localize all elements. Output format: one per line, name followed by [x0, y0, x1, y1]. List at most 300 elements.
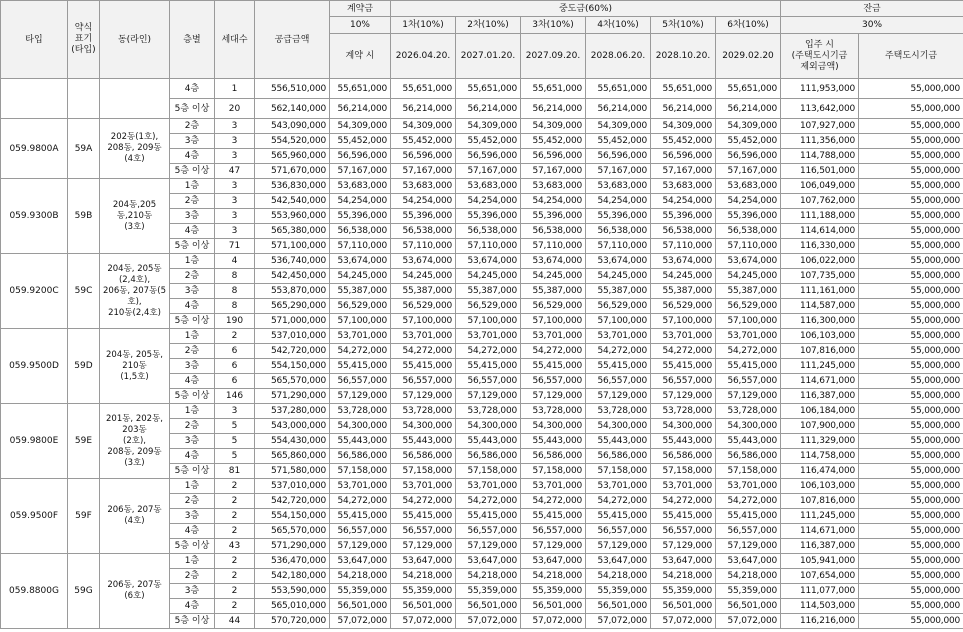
header-contract: 계약금 [330, 1, 391, 17]
floor-cell: 2층 [170, 119, 215, 134]
installment-cell: 56,557,000 [391, 524, 456, 539]
floor-cell: 4층 [170, 599, 215, 614]
installment-cell: 57,167,000 [391, 164, 456, 179]
contract-cell: 54,218,000 [330, 569, 391, 584]
header-fund: 주택도시기금 [859, 34, 963, 79]
header-abbr: 약식 표기 (타입) [68, 1, 100, 79]
floor-cell: 1층 [170, 554, 215, 569]
installment-cell: 56,214,000 [586, 99, 651, 119]
fund-cell: 55,000,000 [859, 539, 963, 554]
installment-cell: 53,728,000 [391, 404, 456, 419]
table-row [1, 404, 963, 419]
move-in-cell: 106,184,000 [781, 404, 859, 419]
installment-cell: 55,387,000 [651, 284, 716, 299]
floor-cell: 1층 [170, 479, 215, 494]
type-cell: 059.9800A [1, 119, 68, 179]
header-units: 세대수 [215, 1, 255, 79]
installment-cell: 53,728,000 [716, 404, 781, 419]
installment-cell: 55,387,000 [391, 284, 456, 299]
supply-cell: 542,720,000 [255, 344, 330, 359]
installment-cell: 54,272,000 [521, 494, 586, 509]
installment-cell: 54,272,000 [456, 494, 521, 509]
move-in-cell: 114,614,000 [781, 224, 859, 239]
floor-cell: 4층 [170, 524, 215, 539]
contract-cell: 56,557,000 [330, 374, 391, 389]
fund-cell: 55,000,000 [859, 119, 963, 134]
move-in-cell: 114,587,000 [781, 299, 859, 314]
move-in-cell: 116,387,000 [781, 539, 859, 554]
units-cell: 47 [215, 164, 255, 179]
installment-cell: 56,596,000 [456, 149, 521, 164]
installment-cell: 56,596,000 [716, 149, 781, 164]
installment-cell: 55,359,000 [521, 584, 586, 599]
contract-cell: 53,674,000 [330, 254, 391, 269]
supply-cell: 536,740,000 [255, 254, 330, 269]
installment-cell: 56,501,000 [716, 599, 781, 614]
installment-cell: 55,396,000 [651, 209, 716, 224]
installment-cell: 55,359,000 [716, 584, 781, 599]
installment-cell: 57,167,000 [651, 164, 716, 179]
fund-cell: 55,000,000 [859, 149, 963, 164]
fund-cell: 55,000,000 [859, 314, 963, 329]
installment-cell: 53,683,000 [521, 179, 586, 194]
installment-cell: 55,415,000 [651, 509, 716, 524]
installment-cell: 53,674,000 [391, 254, 456, 269]
dong-cell: 202동(1호), 208동, 209동 (4호) [100, 119, 170, 179]
floor-cell: 5층 이상 [170, 314, 215, 329]
installment-cell: 56,538,000 [651, 224, 716, 239]
installment-cell: 54,245,000 [586, 269, 651, 284]
contract-cell: 57,100,000 [330, 314, 391, 329]
supply-cell: 554,520,000 [255, 134, 330, 149]
contract-cell: 56,214,000 [330, 99, 391, 119]
installment-cell: 56,501,000 [586, 599, 651, 614]
installment-cell: 56,586,000 [651, 449, 716, 464]
units-cell: 8 [215, 269, 255, 284]
units-cell: 146 [215, 389, 255, 404]
installment-cell: 56,538,000 [586, 224, 651, 239]
fund-cell: 55,000,000 [859, 569, 963, 584]
header-row-1 [1, 1, 963, 17]
installment-cell: 53,701,000 [521, 479, 586, 494]
installment-cell: 53,683,000 [391, 179, 456, 194]
installment-cell: 56,596,000 [651, 149, 716, 164]
supply-cell: 542,450,000 [255, 269, 330, 284]
floor-cell: 5층 이상 [170, 239, 215, 254]
units-cell: 8 [215, 299, 255, 314]
installment-cell: 57,129,000 [651, 539, 716, 554]
installment-cell: 55,359,000 [651, 584, 716, 599]
units-cell: 2 [215, 329, 255, 344]
dong-cell: 206동, 207동 (4호) [100, 479, 170, 554]
installment-cell: 57,110,000 [586, 239, 651, 254]
supply-cell: 543,000,000 [255, 419, 330, 434]
installment-cell: 53,647,000 [651, 554, 716, 569]
installment-cell: 55,387,000 [521, 284, 586, 299]
installment-cell: 56,557,000 [716, 374, 781, 389]
units-cell: 2 [215, 524, 255, 539]
move-in-cell: 106,103,000 [781, 329, 859, 344]
units-cell: 5 [215, 434, 255, 449]
installment-cell: 57,167,000 [456, 164, 521, 179]
fund-cell: 55,000,000 [859, 479, 963, 494]
installment-cell: 54,309,000 [521, 119, 586, 134]
supply-cell: 543,090,000 [255, 119, 330, 134]
installment-cell: 54,272,000 [716, 494, 781, 509]
move-in-cell: 111,245,000 [781, 359, 859, 374]
move-in-cell: 106,022,000 [781, 254, 859, 269]
type-cell: 059.9800E [1, 404, 68, 479]
installment-cell: 53,683,000 [586, 179, 651, 194]
move-in-cell: 107,816,000 [781, 494, 859, 509]
fund-cell: 55,000,000 [859, 329, 963, 344]
installment-cell: 56,538,000 [521, 224, 586, 239]
installment-cell: 57,110,000 [391, 239, 456, 254]
fund-cell: 55,000,000 [859, 344, 963, 359]
contract-cell: 54,254,000 [330, 194, 391, 209]
fund-cell: 55,000,000 [859, 209, 963, 224]
abbr-cell: 59E [68, 404, 100, 479]
installment-cell: 56,557,000 [521, 374, 586, 389]
installment-cell: 57,072,000 [521, 614, 586, 629]
installment-cell: 54,245,000 [716, 269, 781, 284]
installment-cell: 54,245,000 [456, 269, 521, 284]
contract-cell: 55,415,000 [330, 359, 391, 374]
installment-cell: 55,452,000 [716, 134, 781, 149]
installment-cell: 56,586,000 [456, 449, 521, 464]
supply-cell: 556,510,000 [255, 79, 330, 99]
installment-cell: 55,387,000 [586, 284, 651, 299]
type-cell: 059.9500D [1, 329, 68, 404]
installment-cell: 57,167,000 [586, 164, 651, 179]
installment-cell: 55,415,000 [716, 509, 781, 524]
move-in-cell: 111,953,000 [781, 79, 859, 99]
installment-cell: 56,557,000 [456, 524, 521, 539]
contract-cell: 56,557,000 [330, 524, 391, 539]
header-inst-label: 1차(10%) [391, 17, 456, 34]
floor-cell: 2층 [170, 494, 215, 509]
supply-cell: 571,290,000 [255, 539, 330, 554]
installment-cell: 53,728,000 [651, 404, 716, 419]
installment-cell: 57,072,000 [651, 614, 716, 629]
installment-cell: 53,701,000 [456, 479, 521, 494]
installment-cell: 55,415,000 [456, 359, 521, 374]
contract-cell: 57,167,000 [330, 164, 391, 179]
installment-cell: 53,647,000 [521, 554, 586, 569]
installment-cell: 54,218,000 [716, 569, 781, 584]
installment-cell: 57,100,000 [586, 314, 651, 329]
installment-cell: 55,415,000 [716, 359, 781, 374]
installment-cell: 57,100,000 [521, 314, 586, 329]
contract-cell: 56,529,000 [330, 299, 391, 314]
installment-cell: 54,309,000 [716, 119, 781, 134]
installment-cell: 55,387,000 [716, 284, 781, 299]
installment-cell: 55,452,000 [456, 134, 521, 149]
floor-cell: 1층 [170, 179, 215, 194]
installment-cell: 56,586,000 [716, 449, 781, 464]
installment-cell: 55,415,000 [521, 509, 586, 524]
header-inst-label: 6차(10%) [716, 17, 781, 34]
installment-cell: 55,452,000 [391, 134, 456, 149]
header-inst-date: 2026.04.20. [391, 34, 456, 79]
installment-cell: 53,701,000 [651, 329, 716, 344]
supply-cell: 571,000,000 [255, 314, 330, 329]
dong-cell [100, 79, 170, 119]
installment-cell: 53,728,000 [586, 404, 651, 419]
dong-cell: 201동, 202동, 203동 (2호), 208동, 209동 (3호) [100, 404, 170, 479]
units-cell: 20 [215, 99, 255, 119]
installment-cell: 53,728,000 [456, 404, 521, 419]
fund-cell: 55,000,000 [859, 599, 963, 614]
installment-cell: 56,529,000 [586, 299, 651, 314]
installment-cell: 56,586,000 [521, 449, 586, 464]
contract-cell: 55,443,000 [330, 434, 391, 449]
installment-cell: 53,701,000 [521, 329, 586, 344]
installment-cell: 56,529,000 [456, 299, 521, 314]
units-cell: 190 [215, 314, 255, 329]
floor-cell: 4층 [170, 449, 215, 464]
units-cell: 2 [215, 509, 255, 524]
table-row [1, 254, 963, 269]
installment-cell: 53,701,000 [456, 329, 521, 344]
fund-cell: 55,000,000 [859, 224, 963, 239]
units-cell: 6 [215, 359, 255, 374]
fund-cell: 55,000,000 [859, 164, 963, 179]
dong-cell: 204동, 205동(2,4호), 206동, 207동(5호), 210동(2,4호) [100, 254, 170, 329]
installment-cell: 57,100,000 [456, 314, 521, 329]
installment-cell: 55,443,000 [456, 434, 521, 449]
move-in-cell: 107,816,000 [781, 344, 859, 359]
floor-cell: 4층 [170, 149, 215, 164]
installment-cell: 55,651,000 [716, 79, 781, 99]
floor-cell: 3층 [170, 359, 215, 374]
installment-cell: 55,651,000 [586, 79, 651, 99]
move-in-cell: 116,216,000 [781, 614, 859, 629]
installment-cell: 57,129,000 [586, 539, 651, 554]
installment-cell: 54,245,000 [651, 269, 716, 284]
installment-cell: 54,300,000 [456, 419, 521, 434]
supply-cell: 565,860,000 [255, 449, 330, 464]
move-in-cell: 114,503,000 [781, 599, 859, 614]
installment-cell: 55,443,000 [716, 434, 781, 449]
move-in-cell: 116,387,000 [781, 389, 859, 404]
installment-cell: 55,415,000 [391, 509, 456, 524]
supply-cell: 542,540,000 [255, 194, 330, 209]
floor-cell: 1층 [170, 404, 215, 419]
installment-cell: 54,245,000 [521, 269, 586, 284]
fund-cell: 55,000,000 [859, 79, 963, 99]
installment-cell: 57,129,000 [521, 389, 586, 404]
units-cell: 2 [215, 494, 255, 509]
installment-cell: 57,072,000 [586, 614, 651, 629]
installment-cell: 55,415,000 [586, 509, 651, 524]
floor-cell: 3층 [170, 134, 215, 149]
fund-cell: 55,000,000 [859, 614, 963, 629]
installment-cell: 54,254,000 [521, 194, 586, 209]
contract-cell: 56,596,000 [330, 149, 391, 164]
supply-cell: 537,280,000 [255, 404, 330, 419]
floor-cell: 1층 [170, 254, 215, 269]
fund-cell: 55,000,000 [859, 359, 963, 374]
installment-cell: 56,557,000 [586, 524, 651, 539]
floor-cell: 4층 [170, 299, 215, 314]
installment-cell: 53,683,000 [456, 179, 521, 194]
units-cell: 2 [215, 599, 255, 614]
move-in-cell: 107,654,000 [781, 569, 859, 584]
fund-cell: 55,000,000 [859, 509, 963, 524]
fund-cell: 55,000,000 [859, 419, 963, 434]
installment-cell: 54,254,000 [586, 194, 651, 209]
price-table-body [1, 1, 963, 629]
installment-cell: 53,647,000 [586, 554, 651, 569]
installment-cell: 55,396,000 [391, 209, 456, 224]
table-row [1, 479, 963, 494]
units-cell: 2 [215, 584, 255, 599]
move-in-cell: 114,788,000 [781, 149, 859, 164]
installment-cell: 57,072,000 [456, 614, 521, 629]
installment-cell: 53,728,000 [521, 404, 586, 419]
units-cell: 2 [215, 479, 255, 494]
move-in-cell: 107,927,000 [781, 119, 859, 134]
floor-cell: 3층 [170, 584, 215, 599]
dong-cell: 204동,205동,210동 (3호) [100, 179, 170, 254]
header-floor: 층별 [170, 1, 215, 79]
supply-cell: 565,290,000 [255, 299, 330, 314]
installment-cell: 56,538,000 [391, 224, 456, 239]
contract-cell: 55,452,000 [330, 134, 391, 149]
fund-cell: 55,000,000 [859, 254, 963, 269]
floor-cell: 4층 [170, 374, 215, 389]
contract-cell: 53,728,000 [330, 404, 391, 419]
contract-cell: 56,586,000 [330, 449, 391, 464]
installment-cell: 55,452,000 [586, 134, 651, 149]
abbr-cell [68, 79, 100, 119]
installment-cell: 56,557,000 [651, 524, 716, 539]
header-inst-date: 2028.10.20. [651, 34, 716, 79]
fund-cell: 55,000,000 [859, 194, 963, 209]
supply-cell: 554,150,000 [255, 509, 330, 524]
installment-cell: 56,557,000 [586, 374, 651, 389]
table-row [1, 119, 963, 134]
installment-cell: 54,254,000 [716, 194, 781, 209]
installment-cell: 54,309,000 [586, 119, 651, 134]
header-inst-date: 2028.06.20. [586, 34, 651, 79]
floor-cell: 5층 이상 [170, 164, 215, 179]
installment-cell: 56,501,000 [391, 599, 456, 614]
supply-cell: 542,720,000 [255, 494, 330, 509]
units-cell: 3 [215, 209, 255, 224]
units-cell: 3 [215, 119, 255, 134]
installment-cell: 56,557,000 [456, 374, 521, 389]
supply-cell: 571,290,000 [255, 389, 330, 404]
supply-cell: 553,960,000 [255, 209, 330, 224]
supply-cell: 571,580,000 [255, 464, 330, 479]
header-balance-pct: 30% [781, 17, 963, 34]
contract-cell: 54,272,000 [330, 344, 391, 359]
table-row [1, 79, 963, 99]
fund-cell: 55,000,000 [859, 584, 963, 599]
type-cell: 059.9300B [1, 179, 68, 254]
installment-cell: 57,110,000 [716, 239, 781, 254]
units-cell: 44 [215, 614, 255, 629]
installment-cell: 55,396,000 [456, 209, 521, 224]
installment-cell: 55,415,000 [391, 359, 456, 374]
fund-cell: 55,000,000 [859, 134, 963, 149]
floor-cell: 3층 [170, 509, 215, 524]
units-cell: 4 [215, 254, 255, 269]
type-cell: 059.9200C [1, 254, 68, 329]
move-in-cell: 113,642,000 [781, 99, 859, 119]
floor-cell: 4층 [170, 224, 215, 239]
installment-cell: 54,254,000 [456, 194, 521, 209]
installment-cell: 55,443,000 [651, 434, 716, 449]
header-contract-when: 계약 시 [330, 34, 391, 79]
installment-cell: 55,359,000 [586, 584, 651, 599]
contract-cell: 56,538,000 [330, 224, 391, 239]
floor-cell: 5층 이상 [170, 464, 215, 479]
installment-cell: 53,701,000 [716, 479, 781, 494]
contract-cell: 54,309,000 [330, 119, 391, 134]
contract-cell: 53,647,000 [330, 554, 391, 569]
installment-cell: 55,415,000 [456, 509, 521, 524]
floor-cell: 5층 이상 [170, 614, 215, 629]
installment-cell: 56,214,000 [716, 99, 781, 119]
installment-cell: 55,443,000 [391, 434, 456, 449]
dong-cell: 204동, 205동, 210동 (1,5호) [100, 329, 170, 404]
installment-cell: 53,674,000 [456, 254, 521, 269]
contract-cell: 53,683,000 [330, 179, 391, 194]
move-in-cell: 116,501,000 [781, 164, 859, 179]
installment-cell: 57,158,000 [521, 464, 586, 479]
fund-cell: 55,000,000 [859, 464, 963, 479]
installment-cell: 54,272,000 [651, 344, 716, 359]
installment-cell: 54,300,000 [521, 419, 586, 434]
units-cell: 43 [215, 539, 255, 554]
units-cell: 3 [215, 179, 255, 194]
units-cell: 6 [215, 344, 255, 359]
supply-cell: 537,010,000 [255, 479, 330, 494]
installment-cell: 53,701,000 [586, 329, 651, 344]
contract-cell: 54,300,000 [330, 419, 391, 434]
installment-cell: 54,254,000 [391, 194, 456, 209]
installment-cell: 56,529,000 [391, 299, 456, 314]
installment-cell: 55,359,000 [391, 584, 456, 599]
supply-cell: 565,380,000 [255, 224, 330, 239]
installment-cell: 56,501,000 [521, 599, 586, 614]
installment-cell: 56,529,000 [716, 299, 781, 314]
floor-cell: 3층 [170, 434, 215, 449]
installment-cell: 55,651,000 [391, 79, 456, 99]
installment-cell: 56,596,000 [391, 149, 456, 164]
installment-cell: 54,272,000 [391, 344, 456, 359]
move-in-cell: 111,077,000 [781, 584, 859, 599]
installment-cell: 55,452,000 [651, 134, 716, 149]
contract-cell: 55,359,000 [330, 584, 391, 599]
installment-cell: 57,167,000 [716, 164, 781, 179]
installment-cell: 57,129,000 [651, 389, 716, 404]
installment-cell: 56,214,000 [456, 99, 521, 119]
units-cell: 81 [215, 464, 255, 479]
move-in-cell: 106,049,000 [781, 179, 859, 194]
installment-cell: 54,272,000 [716, 344, 781, 359]
fund-cell: 55,000,000 [859, 299, 963, 314]
installment-cell: 54,309,000 [651, 119, 716, 134]
installment-cell: 55,415,000 [521, 359, 586, 374]
installment-cell: 54,218,000 [456, 569, 521, 584]
installment-cell: 54,218,000 [391, 569, 456, 584]
contract-cell: 55,396,000 [330, 209, 391, 224]
floor-cell: 2층 [170, 569, 215, 584]
